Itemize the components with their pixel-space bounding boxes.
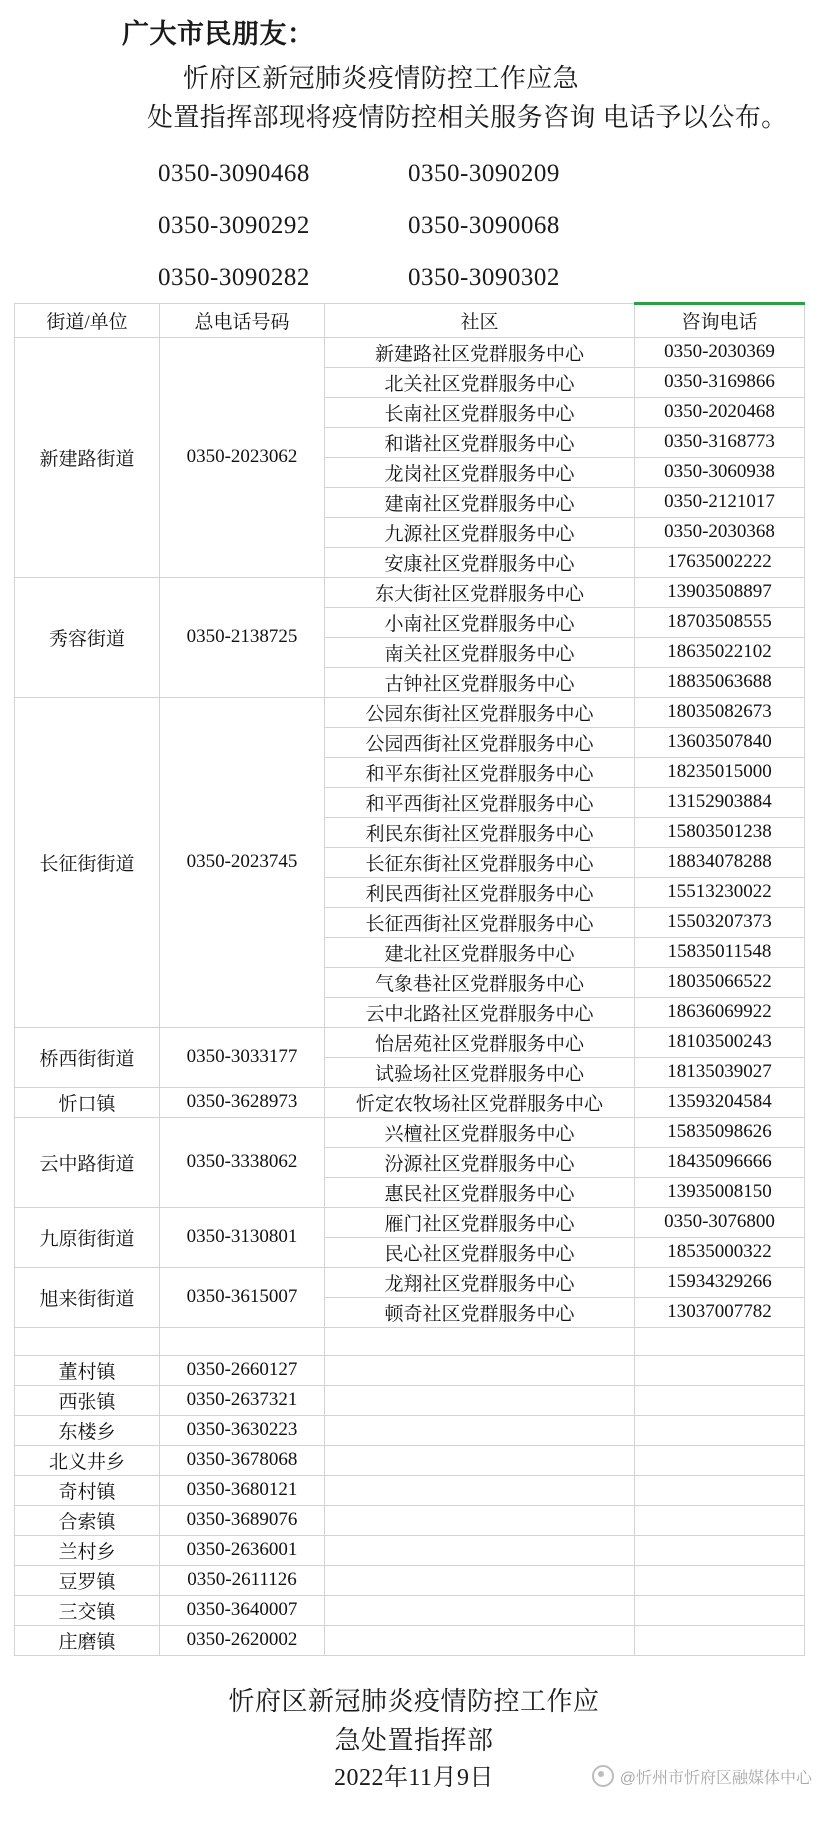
community-phone-cell: 18636069922 bbox=[635, 997, 805, 1027]
empty-cell bbox=[635, 1505, 805, 1535]
street-cell: 长征街街道 bbox=[15, 697, 160, 1027]
community-cell: 汾源社区党群服务中心 bbox=[325, 1147, 635, 1177]
street-phone-cell: 0350-3033177 bbox=[160, 1027, 325, 1087]
community-phone-cell: 15934329266 bbox=[635, 1267, 805, 1297]
hotline-item: 0350-3090302 bbox=[408, 263, 560, 291]
column-header-main-phone: 总电话号码 bbox=[160, 303, 325, 337]
empty-cell bbox=[635, 1535, 805, 1565]
table-row bbox=[15, 1475, 805, 1505]
community-cell: 古钟社区党群服务中心 bbox=[325, 667, 635, 697]
table-row bbox=[15, 1267, 805, 1297]
town-phone-cell: 0350-3689076 bbox=[160, 1505, 325, 1535]
community-cell: 建南社区党群服务中心 bbox=[325, 487, 635, 517]
street-cell: 忻口镇 bbox=[15, 1087, 160, 1117]
empty-cell bbox=[635, 1475, 805, 1505]
intro-line-3: 电话予以公布。 bbox=[602, 103, 788, 133]
community-phone-cell: 18635022102 bbox=[635, 637, 805, 667]
street-phone-cell: 0350-3338062 bbox=[160, 1117, 325, 1207]
empty-cell bbox=[635, 1355, 805, 1385]
community-phone-cell: 18035066522 bbox=[635, 967, 805, 997]
community-phone-cell: 18703508555 bbox=[635, 607, 805, 637]
community-phone-cell: 15503207373 bbox=[635, 907, 805, 937]
table-row bbox=[15, 1117, 805, 1147]
column-header-street: 街道/单位 bbox=[15, 303, 160, 337]
community-phone-cell: 13935008150 bbox=[635, 1177, 805, 1207]
community-phone-cell: 0350-2030368 bbox=[635, 517, 805, 547]
hotline-list bbox=[0, 160, 828, 292]
intro-block bbox=[0, 0, 828, 138]
table-spacer-row bbox=[15, 1327, 805, 1355]
town-cell: 董村镇 bbox=[15, 1355, 160, 1385]
community-phone-cell: 13037007782 bbox=[635, 1297, 805, 1327]
street-phone-cell: 0350-3615007 bbox=[160, 1267, 325, 1327]
community-cell: 安康社区党群服务中心 bbox=[325, 547, 635, 577]
empty-cell bbox=[635, 1565, 805, 1595]
column-header-community: 社区 bbox=[325, 303, 635, 337]
hotline-item: 0350-3090292 bbox=[158, 211, 310, 239]
community-phone-cell: 0350-3168773 bbox=[635, 427, 805, 457]
empty-cell bbox=[325, 1625, 635, 1655]
street-cell: 秀容街道 bbox=[15, 577, 160, 697]
town-cell: 合索镇 bbox=[15, 1505, 160, 1535]
community-cell: 公园西街社区党群服务中心 bbox=[325, 727, 635, 757]
community-phone-cell: 15803501238 bbox=[635, 817, 805, 847]
empty-cell bbox=[325, 1505, 635, 1535]
table-row bbox=[15, 1087, 805, 1117]
community-cell: 云中北路社区党群服务中心 bbox=[325, 997, 635, 1027]
empty-cell bbox=[635, 1415, 805, 1445]
table-row bbox=[15, 1595, 805, 1625]
community-phone-cell: 18235015000 bbox=[635, 757, 805, 787]
community-phone-cell: 18103500243 bbox=[635, 1027, 805, 1057]
community-phone-cell: 18035082673 bbox=[635, 697, 805, 727]
town-cell: 兰村乡 bbox=[15, 1535, 160, 1565]
empty-cell bbox=[635, 1625, 805, 1655]
street-phone-cell: 0350-3130801 bbox=[160, 1207, 325, 1267]
footer-date: 2022年11月9日 bbox=[333, 1764, 495, 1791]
hotline-item: 0350-3090209 bbox=[408, 159, 560, 187]
empty-cell bbox=[160, 1327, 325, 1355]
empty-cell bbox=[635, 1385, 805, 1415]
empty-cell bbox=[325, 1535, 635, 1565]
community-cell: 兴檀社区党群服务中心 bbox=[325, 1117, 635, 1147]
community-cell: 小南社区党群服务中心 bbox=[325, 607, 635, 637]
street-cell: 旭来街街道 bbox=[15, 1267, 160, 1327]
table-row bbox=[15, 1415, 805, 1445]
street-cell: 桥西街街道 bbox=[15, 1027, 160, 1087]
community-phone-cell: 18135039027 bbox=[635, 1057, 805, 1087]
community-phone-cell: 0350-2121017 bbox=[635, 487, 805, 517]
empty-cell bbox=[635, 1595, 805, 1625]
community-cell: 利民东街社区党群服务中心 bbox=[325, 817, 635, 847]
intro-paragraph bbox=[147, 59, 806, 138]
column-header-consult-phone: 咨询电话 bbox=[635, 303, 805, 337]
empty-cell bbox=[15, 1327, 160, 1355]
town-phone-cell: 0350-2611126 bbox=[160, 1565, 325, 1595]
table-row bbox=[15, 1565, 805, 1595]
empty-cell bbox=[635, 1327, 805, 1355]
community-cell: 惠民社区党群服务中心 bbox=[325, 1177, 635, 1207]
community-phone-cell: 0350-2020468 bbox=[635, 397, 805, 427]
community-phone-cell: 18835063688 bbox=[635, 667, 805, 697]
empty-cell bbox=[325, 1385, 635, 1415]
town-cell: 三交镇 bbox=[15, 1595, 160, 1625]
empty-cell bbox=[325, 1445, 635, 1475]
community-cell: 气象巷社区党群服务中心 bbox=[325, 967, 635, 997]
street-cell: 新建路街道 bbox=[15, 337, 160, 577]
table-row bbox=[15, 577, 805, 607]
community-phone-cell: 15513230022 bbox=[635, 877, 805, 907]
empty-cell bbox=[325, 1565, 635, 1595]
hotline-item: 0350-3090068 bbox=[408, 211, 560, 239]
community-phone-cell: 18535000322 bbox=[635, 1237, 805, 1267]
community-phone-cell: 17635002222 bbox=[635, 547, 805, 577]
community-cell: 利民西街社区党群服务中心 bbox=[325, 877, 635, 907]
community-phone-cell: 18834078288 bbox=[635, 847, 805, 877]
community-phone-cell: 13152903884 bbox=[635, 787, 805, 817]
community-cell: 南关社区党群服务中心 bbox=[325, 637, 635, 667]
table-row bbox=[15, 1535, 805, 1565]
hotline-item: 0350-3090282 bbox=[158, 263, 310, 291]
community-cell: 雁门社区党群服务中心 bbox=[325, 1207, 635, 1237]
community-phone-cell: 13593204584 bbox=[635, 1087, 805, 1117]
empty-cell bbox=[325, 1415, 635, 1445]
street-cell: 云中路街道 bbox=[15, 1117, 160, 1207]
town-cell: 奇村镇 bbox=[15, 1475, 160, 1505]
footer-line-2: 急处置指挥部 bbox=[334, 1725, 494, 1755]
community-phone-cell: 18435096666 bbox=[635, 1147, 805, 1177]
intro-line-2: 处置指挥部现将疫情防控相关服务咨询 bbox=[147, 103, 596, 133]
street-phone-cell: 0350-2138725 bbox=[160, 577, 325, 697]
town-cell: 东楼乡 bbox=[15, 1415, 160, 1445]
community-phone-cell: 0350-3076800 bbox=[635, 1207, 805, 1237]
table-row bbox=[15, 1445, 805, 1475]
town-cell: 西张镇 bbox=[15, 1385, 160, 1415]
weibo-eye-icon bbox=[592, 1765, 614, 1787]
community-cell: 东大街社区党群服务中心 bbox=[325, 577, 635, 607]
community-cell: 试验场社区党群服务中心 bbox=[325, 1057, 635, 1087]
community-cell: 怡居苑社区党群服务中心 bbox=[325, 1027, 635, 1057]
community-cell: 民心社区党群服务中心 bbox=[325, 1237, 635, 1267]
community-cell: 长征西街社区党群服务中心 bbox=[325, 907, 635, 937]
watermark-text: @忻州市忻府区融媒体中心 bbox=[619, 1769, 812, 1787]
table-row bbox=[15, 1027, 805, 1057]
intro-line-1: 忻府区新冠肺炎疫情防控工作应急 bbox=[183, 63, 580, 93]
community-phone-cell: 0350-2030369 bbox=[635, 337, 805, 367]
town-cell: 北义井乡 bbox=[15, 1445, 160, 1475]
community-cell: 忻定农牧场社区党群服务中心 bbox=[325, 1087, 635, 1117]
table-row bbox=[15, 1505, 805, 1535]
hotline-item: 0350-3090468 bbox=[158, 159, 310, 187]
table-row bbox=[15, 1355, 805, 1385]
town-phone-cell: 0350-3630223 bbox=[160, 1415, 325, 1445]
table-row bbox=[15, 1385, 805, 1415]
town-cell: 豆罗镇 bbox=[15, 1565, 160, 1595]
community-cell: 长南社区党群服务中心 bbox=[325, 397, 635, 427]
community-phone-cell: 15835098626 bbox=[635, 1117, 805, 1147]
street-phone-cell: 0350-2023062 bbox=[160, 337, 325, 577]
street-phone-cell: 0350-2023745 bbox=[160, 697, 325, 1027]
community-cell: 建北社区党群服务中心 bbox=[325, 937, 635, 967]
table-row bbox=[15, 1625, 805, 1655]
community-cell: 新建路社区党群服务中心 bbox=[325, 337, 635, 367]
town-cell: 庄磨镇 bbox=[15, 1625, 160, 1655]
table-row bbox=[15, 1207, 805, 1237]
table-row bbox=[15, 337, 805, 367]
table-header-row bbox=[15, 303, 805, 337]
community-phone-cell: 15835011548 bbox=[635, 937, 805, 967]
community-cell: 公园东街社区党群服务中心 bbox=[325, 697, 635, 727]
street-cell: 九原街街道 bbox=[15, 1207, 160, 1267]
town-phone-cell: 0350-2620002 bbox=[160, 1625, 325, 1655]
town-phone-cell: 0350-3640007 bbox=[160, 1595, 325, 1625]
empty-cell bbox=[325, 1595, 635, 1625]
contacts-table bbox=[14, 302, 805, 1656]
town-phone-cell: 0350-2637321 bbox=[160, 1385, 325, 1415]
town-phone-cell: 0350-3680121 bbox=[160, 1475, 325, 1505]
empty-cell bbox=[635, 1445, 805, 1475]
footer-line-1: 忻府区新冠肺炎疫情防控工作应 bbox=[228, 1686, 600, 1716]
community-phone-cell: 13903508897 bbox=[635, 577, 805, 607]
empty-cell bbox=[325, 1327, 635, 1355]
community-cell: 和平西街社区党群服务中心 bbox=[325, 787, 635, 817]
community-cell: 九源社区党群服务中心 bbox=[325, 517, 635, 547]
community-cell: 和平东街社区党群服务中心 bbox=[325, 757, 635, 787]
town-phone-cell: 0350-2636001 bbox=[160, 1535, 325, 1565]
community-cell: 北关社区党群服务中心 bbox=[325, 367, 635, 397]
town-phone-cell: 0350-3678068 bbox=[160, 1445, 325, 1475]
community-phone-cell: 0350-3060938 bbox=[635, 457, 805, 487]
community-cell: 和谐社区党群服务中心 bbox=[325, 427, 635, 457]
community-cell: 长征东街社区党群服务中心 bbox=[325, 847, 635, 877]
community-cell: 龙翔社区党群服务中心 bbox=[325, 1267, 635, 1297]
town-phone-cell: 0350-2660127 bbox=[160, 1355, 325, 1385]
empty-cell bbox=[325, 1355, 635, 1385]
table-row bbox=[15, 697, 805, 727]
community-phone-cell: 13603507840 bbox=[635, 727, 805, 757]
empty-cell bbox=[325, 1475, 635, 1505]
community-phone-cell: 0350-3169866 bbox=[635, 367, 805, 397]
street-phone-cell: 0350-3628973 bbox=[160, 1087, 325, 1117]
community-cell: 顿奇社区党群服务中心 bbox=[325, 1297, 635, 1327]
watermark bbox=[592, 1765, 812, 1788]
community-cell: 龙岗社区党群服务中心 bbox=[325, 457, 635, 487]
page-title: 广大市民朋友： bbox=[122, 19, 315, 49]
